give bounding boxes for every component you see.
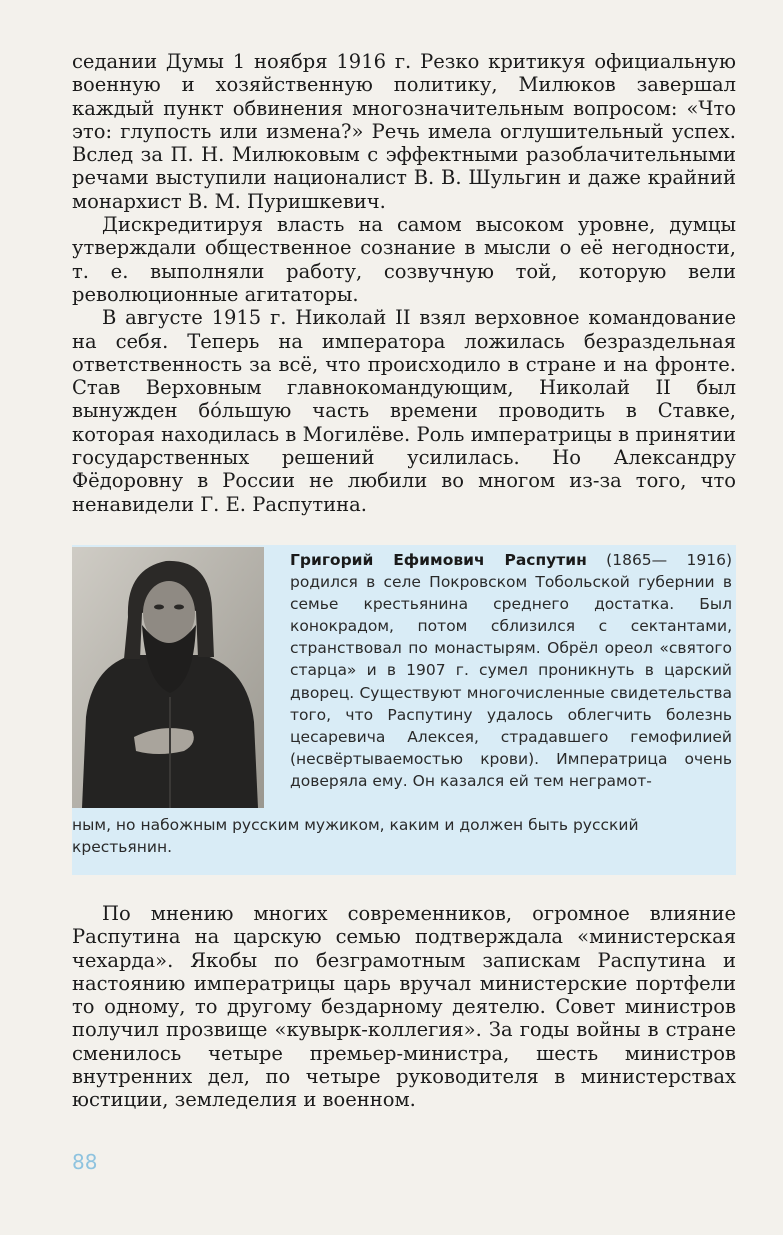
page-number: 88 xyxy=(72,1150,98,1174)
paragraph-discrediting: Дискредитируя власть на самом высоком уровне, думцы утверждали общественное сознание в мысли о её негодности, т. е. выполняли работу, созвучную той, которую вели революционные агитаторы. xyxy=(72,213,736,306)
rasputin-dates: (1865— 1916) xyxy=(586,551,732,569)
rasputin-bio-continued: ным, но набожным русским мужиком, каким и должен быть русский крестьянин. xyxy=(72,816,639,857)
paragraph-ministerial-leapfrog: По мнению многих современников, огромное влияние Распутина на царскую семью подтверждала «министерская чехарда». Якобы по безграмотным запискам Распутина и настоянию императрицы царь вручал министерские портфели то одному, то другому бездарному деятелю. Совет министров получил прозвище «кувырк-коллегия». За годы войны в стране сменилось четыре премьер-министра, шесть министров внутренних дел, по четыре руководителя в министерствах юстиции, земледелия и военном. xyxy=(72,902,736,1112)
paragraph-august-1915: В августе 1915 г. Николай II взял верховное командование на себя. Теперь на императора ложилась безраздельная ответственность за всё, что происходило в стране и на фронте. Став Верховным главнокомандующим, Николай II был вынужден бо́льшую часть времени проводить в Ставке, которая находилась в Могилёве. Роль императрицы в принятии государственных решений усилилась. Но Александру Фёдоровну в России не любили во многом из-за того, что ненавидели Г. Е. Распутина. xyxy=(72,306,736,516)
rasputin-portrait xyxy=(72,547,264,808)
rasputin-name: Григорий Ефимович Распутин xyxy=(290,551,587,569)
main-text-continued xyxy=(72,902,736,1112)
main-text xyxy=(72,50,736,516)
paragraph-duma-session: седании Думы 1 ноября 1916 г. Резко критикуя официальную военную и хозяйственную политику, Милюков завершал каждый пункт обвинения многозначительным вопросом: «Что это: глупость или измена?» Речь имела оглушительный успех. Вслед за П. Н. Милюковым с эффектными разоблачительными речами выступили националист В. В. Шульгин и даже крайний монархист В. М. Пуришкевич. xyxy=(72,50,736,213)
rasputin-bio xyxy=(290,549,732,792)
rasputin-bio-text: родился в селе Покровском Тобольской губернии в семье крестьянина среднего достатка. Был конокрадом, потом сблизился с сектантами, странствовал по монастырям. Обрёл ореол «святого старца» и в 1907 г. сумел проникнуть в царский дворец. Существуют многочисленные свидетельства того, что Распутину удалось облегчить болезнь цесаревича Алексея, страдавшего гемофилией (несвёртываемостью крови). Императрица очень доверяла ему. Он казался ей тем неграмот- xyxy=(290,573,732,790)
rasputin-sidebar xyxy=(72,545,736,875)
